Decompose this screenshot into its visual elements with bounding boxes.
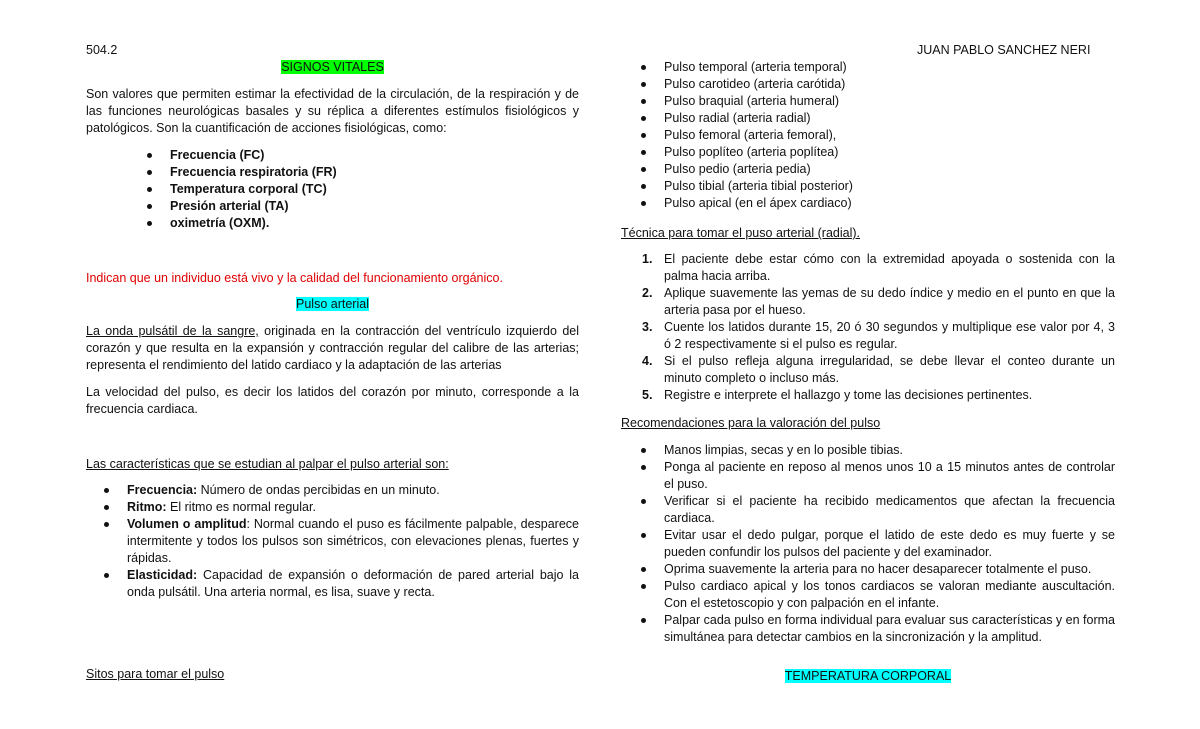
characteristic-term: Frecuencia: bbox=[127, 483, 198, 497]
characteristic-desc: Número de ondas percibidas en un minuto. bbox=[197, 483, 440, 497]
list-item: Frecuencia (FC) bbox=[86, 147, 579, 164]
list-item: Pulso pedio (arteria pedia) bbox=[621, 161, 1115, 178]
list-item: Ponga al paciente en reposo al menos unos 10 a 15 minutos antes de controlar el puso. bbox=[621, 459, 1115, 493]
list-item: Palpar cada pulso en forma individual para evaluar sus características y en forma simultánea para detectar cambios en la sincronización y la amplitud. bbox=[621, 612, 1115, 646]
list-item: Pulso carotideo (arteria carótida) bbox=[621, 76, 1115, 93]
technique-steps bbox=[621, 251, 1115, 404]
list-item: Pulso braquial (arteria humeral) bbox=[621, 93, 1115, 110]
red-note: Indican que un individuo está vivo y la calidad del funcionamiento orgánico. bbox=[86, 271, 503, 285]
list-item: Pulso poplíteo (arteria poplítea) bbox=[621, 144, 1115, 161]
step-number: 3. bbox=[642, 320, 653, 334]
list-item: Presión arterial (TA) bbox=[86, 198, 579, 215]
characteristics-heading: Las características que se estudian al palpar el pulso arterial son: bbox=[86, 457, 449, 471]
list-item: Pulso femoral (arteria femoral), bbox=[621, 127, 1115, 144]
pulse-definition-text: originada en la contracción del ventrículo izquierdo del corazón y que resulta en la expansión y contracción regular del calibre de las arterias; representa el rendimiento del latido cardiaco y la adaptación de las arterias bbox=[86, 324, 579, 372]
step-text: Registre e interprete el hallazgo y tome las decisiones pertinentes. bbox=[664, 388, 1033, 402]
pulse-title bbox=[86, 296, 579, 313]
list-item bbox=[86, 482, 579, 499]
pulse-definition bbox=[86, 323, 579, 374]
document-code: 504.2 bbox=[86, 43, 118, 57]
list-item bbox=[621, 251, 1115, 285]
list-item: Frecuencia respiratoria (FR) bbox=[86, 164, 579, 181]
characteristics-list bbox=[86, 482, 579, 601]
list-item: Evitar usar el dedo pulgar, porque el latido de este dedo es muy fuerte y se pueden confundir los pulsos del paciente y del examinador. bbox=[621, 527, 1115, 561]
pulse-title-text: Pulso arterial bbox=[296, 297, 369, 311]
temperature-title bbox=[621, 668, 1115, 685]
list-item bbox=[621, 319, 1115, 353]
sites-heading: Sitos para tomar el pulso bbox=[86, 667, 225, 681]
list-item: Pulso temporal (arteria temporal) bbox=[621, 59, 1115, 76]
list-item: Temperatura corporal (TC) bbox=[86, 181, 579, 198]
pulse-velocity: La velocidad del pulso, es decir los latidos del corazón por minuto, corresponde a la frecuencia cardiaca. bbox=[86, 385, 579, 416]
list-item bbox=[86, 499, 579, 516]
vital-signs-title bbox=[86, 59, 579, 76]
pulse-sites-list bbox=[621, 59, 1115, 212]
vital-signs-list bbox=[86, 147, 579, 232]
list-item: Pulso apical (en el ápex cardiaco) bbox=[621, 195, 1115, 212]
list-item bbox=[621, 387, 1115, 404]
list-item: oximetría (OXM). bbox=[86, 215, 579, 232]
author-name: JUAN PABLO SANCHEZ NERI bbox=[917, 43, 1091, 57]
characteristic-desc: : Normal cuando el puso es fácilmente palpable, desparece intermitente y todos los pulsos son simétricos, con elevaciones plenas, fuertes y rápidas. bbox=[127, 517, 579, 565]
step-text: Cuente los latidos durante 15, 20 ó 30 segundos y multiplique ese valor por 4, 3 ó 2 respectivamente si el pulso es regular. bbox=[664, 320, 1115, 351]
technique-heading: Técnica para tomar el puso arterial (radial). bbox=[621, 226, 860, 240]
recommendations-list bbox=[621, 442, 1115, 646]
list-item bbox=[86, 567, 579, 601]
list-item bbox=[621, 285, 1115, 319]
list-item bbox=[621, 353, 1115, 387]
temperature-title-text: TEMPERATURA CORPORAL bbox=[784, 669, 952, 683]
list-item: Oprima suavemente la arteria para no hacer desaparecer totalmente el puso. bbox=[621, 561, 1115, 578]
characteristic-desc: Capacidad de expansión o deformación de pared arterial bajo la onda pulsátil. Una arteria normal, es lisa, suave y recta. bbox=[127, 568, 579, 599]
list-item: Verificar si el paciente ha recibido medicamentos que afectan la frecuencia cardiaca. bbox=[621, 493, 1115, 527]
characteristic-term: Volumen o amplitud bbox=[127, 517, 247, 531]
step-number: 5. bbox=[642, 388, 653, 402]
vital-signs-title-text: SIGNOS VITALES bbox=[281, 60, 384, 74]
characteristic-term: Ritmo: bbox=[127, 500, 167, 514]
list-item bbox=[86, 516, 579, 567]
step-number: 1. bbox=[642, 252, 653, 266]
characteristic-desc: El ritmo es normal regular. bbox=[166, 500, 316, 514]
step-text: Si el pulso refleja alguna irregularidad, se debe llevar el conteo durante un minuto completo o incluso más. bbox=[664, 354, 1115, 385]
recommendations-heading: Recomendaciones para la valoración del pulso bbox=[621, 416, 881, 430]
list-item: Pulso cardiaco apical y los tonos cardiacos se valoran mediante auscultación. Con el estetoscopio y con palpación en el infante. bbox=[621, 578, 1115, 612]
list-item: Pulso tibial (arteria tibial posterior) bbox=[621, 178, 1115, 195]
intro-paragraph: Son valores que permiten estimar la efectividad de la circulación, de la respiración y de las funciones neurológicas basales y su réplica a diferentes estímulos fisiológicos y patológicos. Son la cuantificación de acciones fisiológicas, como: bbox=[86, 87, 579, 135]
list-item: Pulso radial (arteria radial) bbox=[621, 110, 1115, 127]
characteristic-term: Elasticidad: bbox=[127, 568, 198, 582]
step-number: 4. bbox=[642, 354, 653, 368]
pulse-definition-term: La onda pulsátil de la sangre, bbox=[86, 324, 259, 338]
list-item: Manos limpias, secas y en lo posible tibias. bbox=[621, 442, 1115, 459]
step-text: Aplique suavemente las yemas de su dedo índice y medio en el punto en que la arteria pasa por el hueso. bbox=[664, 286, 1115, 317]
step-text: El paciente debe estar cómo con la extremidad apoyada o sostenida con la palma hacia arriba. bbox=[664, 252, 1115, 283]
step-number: 2. bbox=[642, 286, 653, 300]
